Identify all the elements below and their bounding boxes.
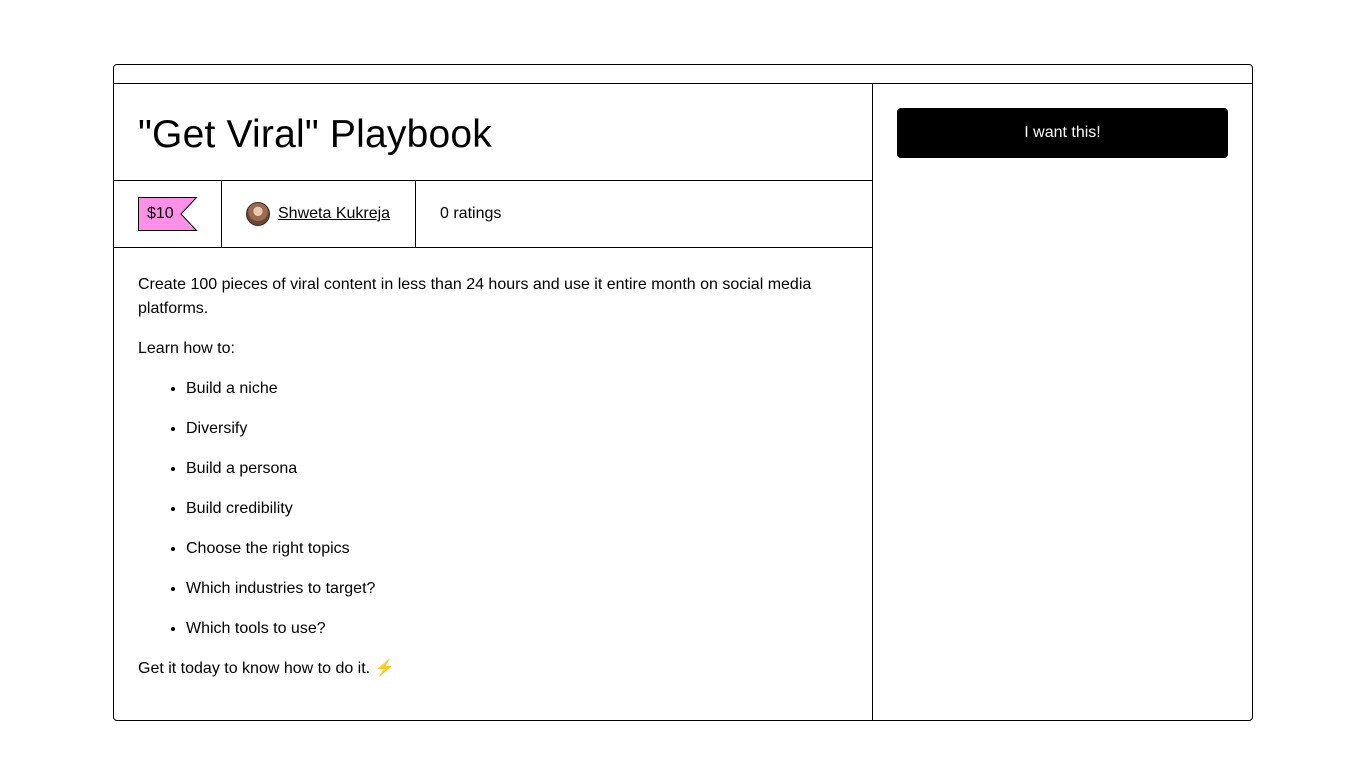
- i-want-this-button[interactable]: I want this!: [897, 108, 1228, 158]
- description-closing: Get it today to know how to do it. ⚡: [138, 660, 395, 677]
- author-cell: [222, 181, 416, 247]
- price-cell: [114, 181, 222, 247]
- price-label: $10: [147, 205, 174, 222]
- product-main-column: [114, 84, 873, 720]
- product-card: [113, 64, 1253, 721]
- list-item: • Build a niche: [186, 377, 848, 401]
- description-intro: Create 100 pieces of viral content in less than 24 hours and use it entire month on social media platforms.: [138, 276, 812, 317]
- list-item: • Choose the right topics: [186, 537, 848, 561]
- list-item: • Which industries to target?: [186, 577, 848, 601]
- title-section: [114, 84, 872, 181]
- list-item: • Diversify: [186, 417, 848, 441]
- author-link[interactable]: Shweta Kukreja: [278, 205, 391, 222]
- product-title: "Get Viral" Playbook: [138, 113, 492, 156]
- list-item: • Build a persona: [186, 457, 848, 481]
- list-item: • Which tools to use?: [186, 617, 848, 641]
- learn-list: [138, 377, 848, 641]
- card-top-strip: [114, 65, 1252, 84]
- list-item: • Build credibility: [186, 497, 848, 521]
- price-tag: [138, 197, 198, 231]
- description-learn-heading: Learn how to:: [138, 340, 235, 357]
- product-meta-row: [114, 181, 872, 248]
- ratings-cell: [416, 181, 872, 247]
- author-avatar: [246, 202, 270, 226]
- purchase-sidebar: [873, 84, 1252, 720]
- product-description: [138, 273, 848, 697]
- ratings-count: 0 ratings: [440, 205, 502, 222]
